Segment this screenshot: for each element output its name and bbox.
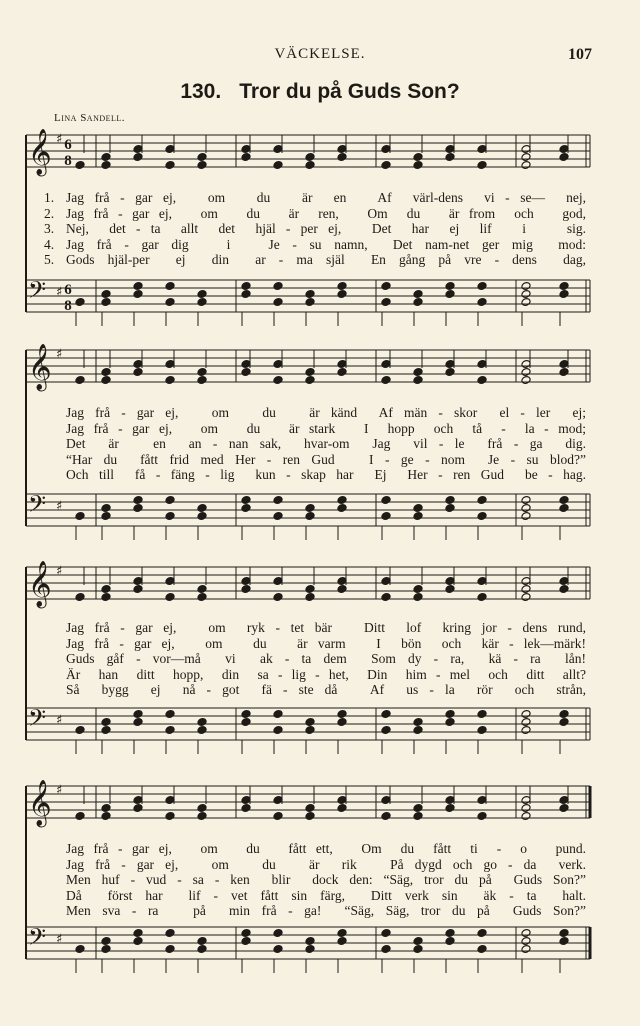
lyric-text: Och till få - fäng - lig kun - skap har Ej Her - ren Gud be - hag. [66, 467, 586, 482]
lyric-text: Då först har lif - vet fått sin färg, Ditt verk sin äk - ta halt. [66, 887, 586, 903]
note-head [445, 804, 455, 813]
note-head [521, 929, 531, 938]
note-head [477, 929, 487, 938]
note-head [165, 945, 175, 954]
note-head [445, 937, 455, 946]
lyric-text: Det är en an - nan sak, hvar-om Jag vil - le frå - ga dig. [66, 436, 586, 451]
note-head [273, 929, 283, 938]
lyric-text: “Har du fått frid med Her - ren Gud I - ge - nom Je - su blod?” [66, 451, 586, 467]
note-head [337, 929, 347, 938]
treble-clef-icon: 𝄞 [28, 344, 52, 390]
bass-clef-icon: 𝄢 [28, 923, 47, 956]
lyric-text: Så bygg ej nå - got fä - ste då Af us - la rör och strån, [66, 682, 586, 697]
note-head [413, 945, 423, 954]
note-head [165, 929, 175, 938]
note-head [337, 937, 347, 946]
note-head [241, 929, 251, 938]
note-head [337, 804, 347, 813]
note-head [413, 937, 423, 946]
lyric-text: Gods hjäl-per ej din ar - ma själ En gång på vre - dens dag, [66, 252, 586, 267]
note-head [133, 804, 143, 813]
note-head [559, 929, 569, 938]
author: Lina Sandell. [54, 112, 126, 124]
note-head [273, 812, 283, 821]
lyric-line [0, 858, 640, 872]
note-head [521, 945, 531, 954]
lyric-line [0, 873, 640, 887]
sharp-icon: ♯ [56, 347, 63, 362]
lyric-text: Jag frå - gar ej, om du fått ett, Om du fått ti - o pund. [66, 841, 586, 856]
note-head [413, 804, 423, 813]
note-head [133, 937, 143, 946]
sharp-icon: ♯ [56, 713, 63, 728]
note-head [477, 812, 487, 821]
sharp-icon: ♯ [56, 285, 63, 300]
treble-staff [26, 780, 590, 828]
note-head [101, 812, 111, 821]
sharp-icon: ♯ [56, 783, 63, 798]
lyric-line [0, 904, 640, 918]
sharp-icon: ♯ [56, 499, 63, 514]
note-head [521, 937, 531, 946]
note-head [197, 804, 207, 813]
note-head [445, 929, 455, 938]
lyric-text: Jag frå - gar ej, om ryk - tet bär Ditt lof kring jor - dens rund, [66, 620, 586, 635]
note-head [305, 812, 315, 821]
lyric-text: Jag frå - gar ej, om du är stark I hopp och tå - la - mod; [66, 420, 586, 436]
hymn-number: 130. [180, 80, 222, 103]
note-head [197, 937, 207, 946]
note-head [101, 937, 111, 946]
note-head [75, 945, 85, 954]
time-sig-top: 6 [64, 282, 72, 298]
note-head [197, 812, 207, 821]
note-head [133, 929, 143, 938]
bass-clef-icon: 𝄢 [28, 276, 47, 309]
time-sig-bottom: 8 [64, 153, 72, 169]
sharp-icon: ♯ [56, 132, 63, 147]
treble-clef-icon: 𝄞 [28, 780, 52, 826]
note-head [305, 937, 315, 946]
page-number: 107 [568, 46, 592, 63]
lyric-text: Men huf - vud - sa - ken blir dock den: “Säg, tror du på Guds Son?” [66, 872, 586, 887]
sharp-icon: ♯ [56, 932, 63, 947]
note-head [305, 945, 315, 954]
note-head [381, 929, 391, 938]
lyric-text: Guds gåf - vor—må vi ak - ta dem Som dy - ra, kä - ra lån! [66, 651, 586, 666]
verse-number: 2. [44, 205, 55, 221]
bass-clef-icon: 𝄢 [28, 704, 47, 737]
verse-number: 3. [44, 221, 55, 236]
time-sig-top: 6 [64, 137, 72, 153]
verse-number: 4. [44, 236, 55, 252]
note-head [101, 945, 111, 954]
note-head [413, 812, 423, 821]
lyric-text: Är han ditt hopp, din sa - lig - het, Din him - mel och ditt allt? [66, 666, 586, 682]
hymn-title-text: Tror du på Guds Son? [239, 80, 460, 103]
treble-clef-icon: 𝄞 [28, 561, 52, 607]
lyric-text: Jag frå - gar ej, om du är en Af värl-dens vi - se— nej, [66, 190, 586, 205]
lyric-text: Jag frå - gar ej, om du är ren, Om du är from och god, [66, 205, 586, 221]
note-head [559, 937, 569, 946]
lyric-text: Nej, det - ta allt det hjäl - per ej, Det har ej lif i sig. [66, 221, 586, 236]
lyric-line [0, 842, 640, 856]
sharp-icon: ♯ [56, 564, 63, 579]
note-head [273, 945, 283, 954]
lyric-text: Jag frå - gar ej, om du är varm I bön och kär - lek—märk! [66, 635, 586, 651]
note-head [381, 812, 391, 821]
note-head [197, 945, 207, 954]
bass-clef-icon: 𝄢 [28, 490, 47, 523]
note-head [241, 937, 251, 946]
notes [75, 786, 569, 820]
note-head [241, 804, 251, 813]
verse-number: 5. [44, 252, 55, 267]
lyric-line [0, 889, 640, 903]
lyric-text: Jag frå - gar dig i Je - su namn, Det nam-net ger mig mod: [66, 236, 586, 252]
section-title: VÄCKELSE. [274, 46, 366, 62]
lyric-text: Men sva - ra på min frå - ga! “Säg, Säg, tror du på Guds Son?” [66, 903, 586, 918]
note-head [559, 804, 569, 813]
bass-staff [26, 923, 590, 973]
note-head [477, 945, 487, 954]
lyric-text: Jag frå - gar ej, om du är känd Af män - skor el - ler ej; [66, 405, 586, 420]
lyric-text: Jag frå - gar ej, om du är rik På dygd och go - da verk. [66, 856, 586, 872]
note-head [521, 804, 531, 813]
treble-clef-icon: 𝄞 [28, 129, 52, 175]
time-sig-bottom: 8 [64, 298, 72, 314]
note-head [101, 804, 111, 813]
verse-number: 1. [44, 190, 55, 205]
note-head [521, 812, 531, 821]
note-head [381, 945, 391, 954]
note-head [165, 812, 175, 821]
note-head [305, 804, 315, 813]
note-head [75, 812, 85, 821]
